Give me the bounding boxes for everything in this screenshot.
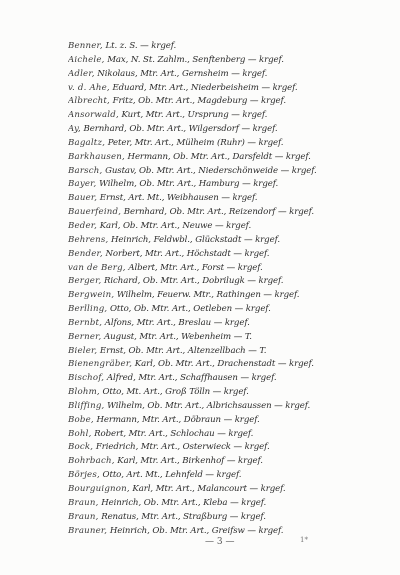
list-item — [68, 137, 368, 151]
entry-surname: Bohrbach, — [68, 456, 115, 467]
list-item — [68, 386, 368, 400]
list-item — [68, 414, 368, 428]
entry-surname: Braun, — [68, 497, 99, 508]
entry-details: Wilhelm, Feuerw. Mtr., Rathingen — krgef. — [114, 290, 300, 301]
list-item — [68, 469, 368, 483]
list-item — [68, 40, 368, 54]
list-item — [68, 234, 368, 248]
entry-details: Otto, Ob. Mtr. Art., Oetleben — krgef. — [107, 304, 271, 315]
entry-surname: Barkhausen, — [68, 151, 125, 162]
entry-surname: Berlling, — [68, 304, 108, 315]
entry-details: Max, N. St. Zahlm., Senftenberg — krgef. — [104, 54, 284, 65]
entry-details: Renatus, Mtr. Art., Straßburg — krgef. — [98, 511, 266, 522]
entry-surname: Bieler, — [68, 345, 98, 356]
list-item — [68, 192, 368, 206]
list-item — [68, 165, 368, 179]
entry-details: Heinrich, Feldwbl., Glückstadt — krgef. — [108, 234, 280, 245]
entry-surname: Bienengräber, — [68, 359, 133, 370]
entry-surname: Benner, — [68, 41, 103, 51]
entry-details: Gustav, Ob. Mtr. Art., Niederschönweide — krgef. — [102, 165, 317, 176]
entry-surname: Ansorwald, — [68, 110, 119, 121]
list-item — [68, 483, 368, 497]
entry-details: Wilhelm, Ob. Mtr. Art., Albrichsaussen — krgef. — [104, 400, 311, 411]
entry-details: Lt. z. S. — krgef. — [102, 41, 177, 51]
entry-surname: Berger, — [68, 276, 102, 287]
entry-details: Richard, Ob. Mtr. Art., Dobrilugk — krgef. — [101, 276, 284, 287]
entry-details: Karl, Mtr. Art., Malancourt — krgef. — [129, 484, 286, 494]
entry-details: Karl, Mtr. Art., Birkenhof — krgef. — [114, 456, 263, 467]
list-item — [68, 331, 368, 345]
entry-details: Otto, Art. Mt., Lehnfeld — krgef. — [99, 470, 242, 481]
list-item — [68, 358, 368, 372]
entry-details: Wilhelm, Ob. Mtr. Art., Hamburg — krgef. — [96, 179, 279, 190]
list-item — [68, 123, 368, 137]
entry-details: Kurt, Mtr. Art., Ursprung — krgef. — [118, 110, 268, 121]
entry-surname: v. d. Ahe, — [68, 82, 110, 93]
entry-details: Karl, Ob. Mtr. Art., Neuwe — krgef. — [97, 220, 252, 231]
entry-surname: Albrecht, — [68, 96, 110, 107]
entry-surname: Blohm, — [68, 387, 100, 398]
list-item — [68, 345, 368, 359]
entry-surname: Bergwein, — [68, 290, 115, 301]
list-item — [68, 455, 368, 469]
entry-details: Bernhard, Ob. Mtr. Art., Reizendorf — krgef. — [121, 207, 314, 218]
entry-surname: Bobe, — [68, 414, 94, 425]
list-item — [68, 275, 368, 289]
list-item — [68, 151, 368, 165]
entry-surname: Bourguignon, — [68, 484, 130, 494]
entry-surname: Bohl, — [68, 428, 92, 439]
entry-surname: Bischof, — [68, 373, 105, 384]
entry-details: Friedrich, Mtr. Art., Osterwieck — krgef. — [93, 442, 270, 453]
entry-surname: Bliffing, — [68, 400, 105, 411]
list-item — [68, 317, 368, 331]
list-item — [68, 248, 368, 262]
entry-details: Eduard, Mtr. Art., Niederbeisheim — krgef. — [109, 82, 298, 93]
entry-details: Heinrich, Ob. Mtr. Art., Greifsw — krgef. — [107, 525, 284, 536]
list-item — [68, 54, 368, 68]
list-item — [68, 95, 368, 109]
entry-details: Hermann, Ob. Mtr. Art., Darsfeldt — krgef. — [124, 151, 311, 162]
entry-details: Norbert, Mtr. Art., Höchstadt — krgef. — [102, 248, 270, 259]
entry-surname: Adler, — [68, 68, 95, 79]
entry-details: Robert, Mtr. Art., Schlochau — krgef. — [91, 428, 254, 439]
entry-surname: Ay, — [68, 124, 81, 135]
entry-details: Bernhard, Ob. Mtr. Art., Wilgersdorf — krgef. — [80, 124, 278, 135]
entry-surname: Bauerfeind, — [68, 207, 122, 218]
entry-surname: Bayer, — [68, 179, 97, 190]
list-item — [68, 262, 368, 276]
entry-details: Otto, Mt. Art., Groß Tölln — krgef. — [99, 387, 249, 398]
entry-surname: Berner, — [68, 331, 102, 342]
entry-surname: Bernbt, — [68, 317, 103, 328]
entry-details: Peter, Mtr. Art., Mülheim (Ruhr) — krgef. — [105, 137, 284, 148]
list-item — [68, 206, 368, 220]
entry-surname: Bauer, — [68, 193, 98, 204]
entry-surname: Barsch, — [68, 165, 103, 176]
entry-details: Alfons, Mtr. Art., Breslau — krgef. — [102, 317, 250, 328]
list-item — [68, 178, 368, 192]
page-number: — 3 — — [205, 537, 235, 547]
entry-surname: Bock, — [68, 442, 94, 453]
signature-mark: 1* — [300, 536, 308, 544]
list-item — [68, 303, 368, 317]
entry-details: Karl, Ob. Mtr. Art., Drachenstadt — krgef. — [132, 359, 314, 370]
entry-surname: Aichele, — [68, 54, 105, 65]
entry-surname: Bender, — [68, 248, 103, 259]
entry-details: Hermann, Mtr. Art., Döbraun — krgef. — [93, 414, 260, 425]
name-list — [68, 40, 368, 538]
list-item — [68, 497, 368, 511]
entry-details: Alfred, Mtr. Art., Schaffhausen — krgef. — [104, 373, 277, 384]
list-item — [68, 428, 368, 442]
list-item — [68, 82, 368, 96]
entry-surname: Beder, — [68, 220, 98, 231]
list-item — [68, 68, 368, 82]
entry-details: Ernst, Art. Mt., Weibhausen — krgef. — [97, 193, 258, 204]
entry-surname: Börjes, — [68, 470, 100, 481]
entry-details: Albert, Mtr. Art., Forst — krgef. — [125, 262, 263, 273]
entry-details: Heinrich, Ob. Mtr. Art., Kleba — krgef. — [98, 497, 267, 508]
list-item — [68, 289, 368, 303]
list-item — [68, 220, 368, 234]
entry-surname: Braun, — [68, 511, 99, 522]
entry-surname: van de Berg, — [68, 262, 126, 273]
entry-surname: Behrens, — [68, 234, 109, 245]
list-item — [68, 109, 368, 123]
list-item — [68, 511, 368, 525]
entry-surname: Brauner, — [68, 525, 108, 536]
list-item — [68, 372, 368, 386]
entry-details: Fritz, Ob. Mtr. Art., Magdeburg — krgef. — [109, 96, 286, 107]
list-item — [68, 400, 368, 414]
entry-details: Nikolaus, Mtr. Art., Gernsheim — krgef. — [94, 68, 268, 79]
list-item — [68, 441, 368, 455]
entry-surname: Bagaltz, — [68, 137, 106, 148]
entry-details: August, Mtr. Art., Webenheim — T. — [101, 331, 252, 342]
entry-details: Ernst, Ob. Mtr. Art., Altenzellbach — T. — [97, 345, 267, 356]
